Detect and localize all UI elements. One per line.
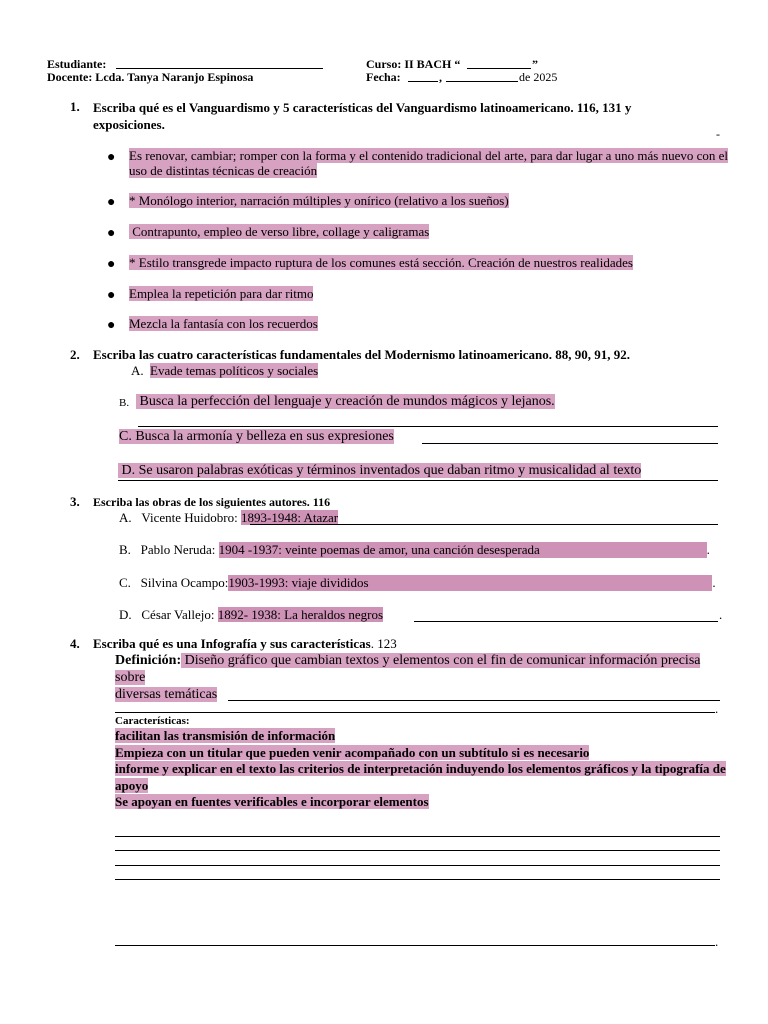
course-close-quote: ”	[532, 57, 538, 71]
q3-number: 3.	[70, 494, 80, 509]
q1-answer-5[interactable]: Emplea la repetición para dar ritmo	[129, 286, 314, 301]
bullet-icon: ●	[107, 318, 116, 333]
q2-number: 2.	[70, 347, 80, 362]
q2-c-answer[interactable]: C. Busca la armonía y belleza en sus expresiones	[119, 429, 394, 444]
q1-answer-6[interactable]: Mezcla la fantasía con los recuerdos	[129, 316, 318, 331]
date-year: de 2025	[519, 70, 558, 84]
bullet-icon: ●	[107, 150, 116, 165]
q3-b-answer[interactable]: 1904 -1937: veinte poemas de amor, una canción desesperada	[219, 542, 707, 558]
q4-answer-line[interactable]	[115, 879, 720, 880]
q4-final-period: .	[715, 934, 719, 949]
bullet-icon: ●	[107, 195, 116, 210]
q1-answer-2[interactable]: * Monólogo interior, narración múltiples y onírico (relativo a los sueños)	[129, 193, 509, 208]
q3-item-b: B. Pablo Neruda: 1904 -1937: veinte poemas de amor, una canción desesperada .	[119, 542, 710, 557]
q1-number: 1.	[70, 99, 80, 114]
bullet-icon: ●	[107, 257, 116, 272]
q3-item-a: A. Vicente Huidobro: 1893-1948: Atazar	[119, 510, 339, 525]
q2-b-line	[138, 426, 718, 427]
q4-char-5: Se apoyan en fuentes verificables e incorporar elementos	[115, 794, 429, 809]
q4-characteristics-label: Características:	[115, 715, 190, 727]
q3-text: Escriba las obras de los siguientes autores. 116	[93, 495, 331, 509]
q2-a-answer[interactable]: Evade temas políticos y sociales	[150, 363, 319, 378]
q2-a-label: A.	[131, 363, 144, 378]
stray-mark: -	[716, 127, 720, 141]
q4-definition-line-2	[115, 712, 715, 713]
q4-char-4: apoyo	[115, 777, 149, 793]
q4-definition[interactable]: Definición: Diseño gráfico que cambian textos y elementos con el fin de comunicar información precisa sobre diversas temáticas	[115, 653, 701, 702]
q3-d-line	[414, 621, 718, 622]
date-label: Fecha:	[366, 70, 401, 84]
q3-d-period: .	[719, 607, 723, 622]
q3-d-answer[interactable]: 1892- 1938: La heraldos negros	[217, 607, 384, 622]
q4-definition-period: .	[715, 701, 719, 716]
q4-char-3: informe y explicar en el texto las criterios de interpretación induyendo los elementos gráficos y la tipografía de	[115, 761, 726, 776]
q4-char-1: facilitan las transmisión de información	[115, 728, 336, 743]
teacher-label: Docente: Lcda. Tanya Naranjo Espinosa	[47, 70, 254, 84]
q2-b-label: B.	[119, 397, 130, 409]
q4-definition-line-1	[228, 700, 720, 701]
q4-characteristics-list[interactable]	[115, 728, 760, 811]
q3-a-answer[interactable]: 1893-1948: Atazar	[240, 510, 339, 525]
q2-text: Escriba las cuatro características fundamentales del Modernismo latinoamericano. 88, 90, 91, 92.	[93, 347, 631, 362]
q2-d-line	[118, 480, 718, 481]
q4-answer-line[interactable]	[115, 865, 720, 866]
course-label: Curso: II BACH “	[366, 57, 461, 71]
q4-char-2: Empieza con un titular que pueden venir acompañado con un subtítulo si es necesario	[115, 744, 590, 760]
q2-b-answer[interactable]: Busca la perfección del lenguaje y creación de mundos mágicos y lejanos.	[136, 394, 555, 409]
course-line[interactable]	[467, 68, 531, 69]
student-label: Estudiante:	[47, 57, 107, 71]
q2-c-line	[422, 443, 718, 444]
date-month-line[interactable]	[446, 81, 518, 82]
q3-item-d: D. César Vallejo: 1892- 1938: La heraldos negros	[119, 607, 384, 622]
q4-answer-line[interactable]	[115, 945, 715, 946]
date-day-line[interactable]	[408, 81, 438, 82]
student-name-line[interactable]	[116, 68, 323, 69]
q4-text: Escriba qué es una Infografía y sus características. 123	[93, 636, 397, 651]
q4-answer-line[interactable]	[115, 850, 720, 851]
q2-d-answer[interactable]: D. Se usaron palabras exóticas y términos inventados que daban ritmo y musicalidad al texto	[118, 463, 642, 478]
bullet-icon: ●	[107, 288, 116, 303]
q4-answer-line[interactable]	[115, 836, 720, 837]
date-separator: ,	[439, 70, 442, 84]
q4-number: 4.	[70, 636, 80, 651]
q1-answer-4[interactable]: * Estilo transgrede impacto ruptura de los comunes está sección. Creación de nuestros realidades	[129, 255, 633, 270]
bullet-icon: ●	[107, 226, 116, 241]
q3-item-c: C. Silvina Ocampo:1903-1993: viaje divididos .	[119, 575, 716, 590]
q1-answer-3[interactable]: Contrapunto, empleo de verso libre, collage y caligramas	[129, 224, 430, 239]
q1-text: Escriba qué es el Vanguardismo y 5 características del Vanguardismo latinoamericano. 116, 131 y exposiciones.	[93, 100, 632, 132]
q1-answer-1[interactable]: Es renovar, cambiar; romper con la forma y el contenido tradicional del arte, para dar lugar a uno más nuevo con el uso de distintas técnicas de creación	[129, 148, 729, 178]
q3-a-line	[250, 524, 718, 525]
q3-c-answer[interactable]: 1903-1993: viaje divididos	[228, 575, 712, 591]
